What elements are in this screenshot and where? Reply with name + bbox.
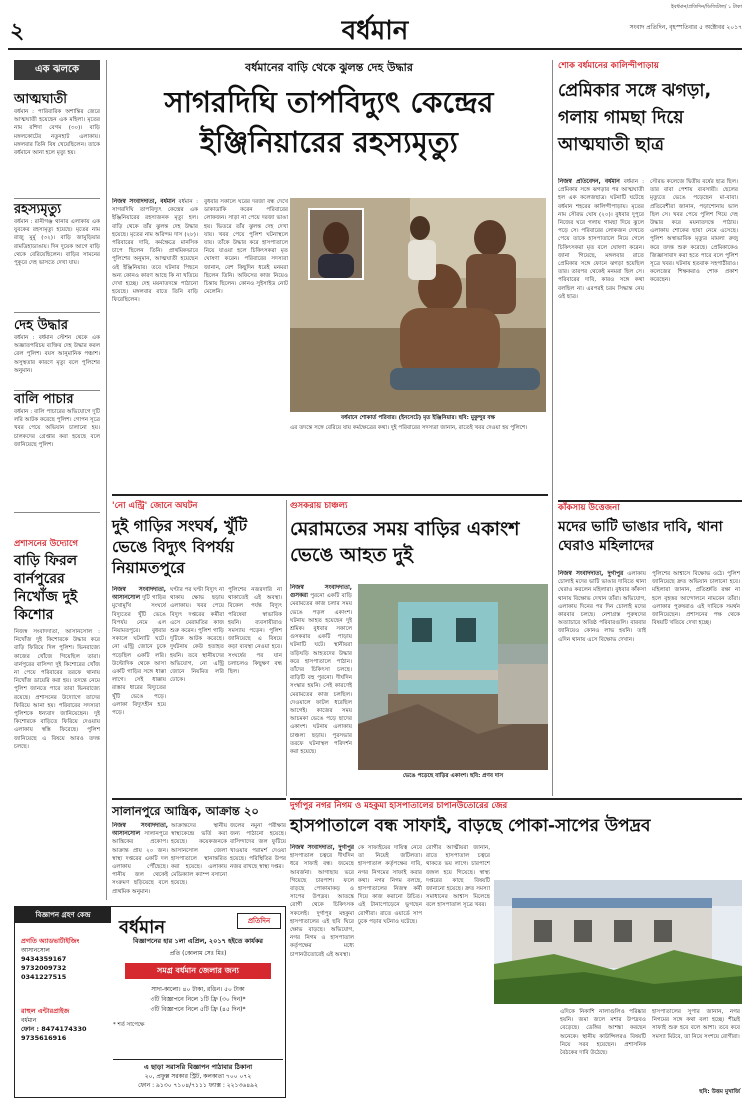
story-body: নিজস্ব সংবাদদাতা, আসানসোল দুটি গাড়ির মুখোমুখি সংঘর্ষে বিদ্যুতের খুঁটি ভেঙে বিপর্যয় নেমে এল নিয়ামতপুরে। বুধবার সকালে ঘটনাটি ঘটে। নো এন্ট্রি জোনে ঢুকে পড়েছিল একটি লরি। উল্টোদিক থেকে আসা একটি গাড়ির সঙ্গে ধাক্কা লাগে। সেই ধাক্কায় রাস্তার ধারের বিদ্যুতের খুঁটি ভেঙে পড়ে। এলাকা বিদ্যুৎহীন হয়ে পড়ে। xyxy=(112,587,166,717)
lead-photo xyxy=(290,198,546,412)
brief-body: বর্ধমান : বালি পাচারের অভিযোগে দুটি লরি আটক করেছে পুলিশ। গোপন সূত্রে খবর পেয়ে অভিযান চালানো হয়। চালকদের গ্রেপ্তার করা হয়েছে বলে জানিয়েছে পুলিশ। xyxy=(14,409,100,448)
story-headline: হাসপাতালে বন্ধ সাফাই, বাড়ছে পোকা-সাপের উপদ্রব xyxy=(290,816,651,836)
dateline-top: ইবর্ধমান/প্রতিদিন/ডিজিটাল/ ১ টাকা xyxy=(671,4,742,10)
story-kicker: শোক বর্ধমানের কালিন্দীপাড়ায় xyxy=(558,61,659,71)
story-body: এর তদন্তে সঙ্গে বেরিয়ে যায় কর্মক্ষেত্রের কথা। দুই পরিবারের সদস্যরা জানান, রাতেই খবর দেওয়া হয় পুলিশে। xyxy=(290,425,528,431)
brief-item xyxy=(14,392,100,502)
advert-brand: প্রতিদিন xyxy=(237,913,281,929)
right-top-story xyxy=(558,60,738,500)
story-body: নিজস্ব প্রতিবেদন, বর্ধমান বর্ধমান : প্রেমিকার সঙ্গে ঝগড়ার পর আত্মঘাতী হল এক কলেজছাত্র। ঘটনাটি ঘটেছে বর্ধমান শহরের কালিন্দীপাড়ায়। মৃতের নাম সৌরভ ঘোষ (২০)। বুধবার দুপুরে নিজের ঘরে গলায় গামছা দিয়ে ঝুলে পড়ে সে। পরিবারের লোকজন দেখতে পেয়ে তাকে হাসপাতালে নিয়ে গেলে চিকিৎসকরা মৃত বলে ঘোষণা করেন। জানা গিয়েছে, মঙ্গলবার রাতে প্রেমিকার সঙ্গে ফোনে ঝগড়া হয়েছিল তার। তারপর থেকেই মনমরা ছিল সে। পরিবারের দাবি, কারও সঙ্গে কথা বলছিল না। এরপরই চরম সিদ্ধান্ত নেয় ওই ছাত্র। xyxy=(558,179,644,300)
brief-title: দেহ উদ্ধার xyxy=(14,318,69,333)
story-kicker: 'নো এন্ট্রি' জোনে অঘটন xyxy=(112,501,198,511)
dateline-bottom: সংবাদ প্রতিদিন, বৃহস্পতিবার ৫ অক্টোবর ২০১৭ xyxy=(629,24,742,31)
advert-box xyxy=(14,906,286,1098)
left-column xyxy=(14,60,100,620)
house-photo-art xyxy=(358,584,548,770)
story-kicker: গুসকরায় চাঞ্চল্য xyxy=(290,501,348,511)
story-body: নিজস্ব সংবাদদাতা, গুসকরা পুরনো একটি বাড়ি মেরামতের কাজ চলার সময় ভেঙে পড়ল একাংশ। ঘটনায় আহত হয়েছেন দুই শ্রমিক। বুধবার সকালে গুসকরার একটি পাড়ায় ঘটনাটি ঘটে। স্থানীয়রা তড়িঘড়ি আহতদের উদ্ধার করে হাসপাতালে পাঠান। তাঁদের চিকিৎসা চলছে। বাড়িটি বহু পুরনো। দীর্ঘদিন সংস্কার হয়নি। সেই কারণেই মেরামতের কাজ চলছিল। দেওয়ালে ফাটল ধরেছিল আগেই। কাজের সময় আচমকা ভেঙে পড়ে ছাদের একাংশ। ঘটনায় এলাকায় চাঞ্চল্য ছড়ায়। পুরসভার তরফে ঘটনাস্থল পরিদর্শন করা হয়েছে। xyxy=(290,585,352,756)
story-body: সৌরভ কলেজে দ্বিতীয় বর্ষের ছাত্র ছিল। তার বাবা পেশায় ব্যবসায়ী। ছেলের মৃত্যুতে ভেঙে পড়েছেন মা-বাবা। প্রতিবেশীরা জানান, পড়াশোনায় ভাল ছিল সে। খবর পেয়ে পুলিশ গিয়ে দেহ উদ্ধার করে ময়নাতদন্তে পাঠায়। এলাকায় শোকের ছায়া নেমে এসেছে। পুলিশ অস্বাভাবিক মৃত্যুর মামলা রুজু করে তদন্ত শুরু করেছে। প্রেমিকাকেও জিজ্ঞাসাবাদ করা হতে পারে বলে পুলিশ সূত্রে খবর। ঘটনায় হতবাক সহপাঠীরাও। কলেজের শিক্ষকরাও শোক প্রকাশ করেছেন। xyxy=(650,179,738,284)
lead-headline: সাগরদিঘি তাপবিদ্যুৎ কেন্দ্রের ইঞ্জিনিয়ারের রহস্যমৃত্যু xyxy=(164,85,494,159)
section-header: এক ঝলকে xyxy=(14,60,100,80)
advert-footnote: * শর্ত সাপেক্ষে xyxy=(113,1022,145,1028)
story-headline: প্রেমিকার সঙ্গে ঝগড়া, গলায় গামছা দিয়ে আত্মঘাতী ছাত্র xyxy=(558,81,712,155)
advert-announcement: বিজ্ঞাপনের হার ১লা এপ্রিল, ২০১৭ হইতে কার্যকর xyxy=(133,937,263,945)
page-title: বর্ধমান xyxy=(341,16,409,46)
story-body: রোগীর আত্মীয়রা জানান, রাতে হাসপাতাল চত্বরে থাকতে ভয় লাগে। চারপাশে জঙ্গল হয়ে গিয়েছে। স্বাস্থ্য দপ্তরের কাছে বিষয়টি জানানো হয়েছে। দ্রুত সমস্যা সমাধানের আশ্বাস মিলেছে বলে হাসপাতাল সূত্রে খবর। xyxy=(426,845,490,909)
bottom-story xyxy=(290,800,742,1100)
hospital-photo xyxy=(494,880,742,1004)
middle-center-story xyxy=(290,500,548,796)
story-body: নিজস্ব সংবাদদাতা, বর্ধমান বর্ধমান : সাগরদিঘি তাপবিদ্যুৎ কেন্দ্রের এক ইঞ্জিনিয়ারের রহস্যজনক মৃত্যু হল। বাড়ি থেকে তাঁর ঝুলন্ত দেহ উদ্ধার হয়েছে। মৃতের নাম অরিন্দম দাস (২৮)। পরিবারের দাবি, কর্মক্ষেত্রে মানসিক চাপে ছিলেন তিনি। প্রাথমিকভাবে পুলিশের অনুমান, আত্মঘাতী হয়েছেন ওই ইঞ্জিনিয়ার। তবে ঘটনার পিছনে অন্য কোনও কারণ আছে কি না খতিয়ে দেখা হচ্ছে। দেহ ময়নাতদন্তে পাঠানো হয়েছে। মঙ্গলবার রাতে তিনি বাড়ি ফিরেছিলেন। xyxy=(112,199,198,304)
advert-rate-label: প্রতি (কোলাম সেঃ মিঃ) xyxy=(169,950,227,957)
story-kicker: কাঁকসায় উত্তেজনা xyxy=(558,503,620,513)
brief-title: বালি পাচার xyxy=(14,392,74,407)
story-body: নিজস্ব সংবাদদাতা, দুর্গাপুর হাসপাতাল চত্বরে দীর্ঘদিন ধরে সাফাই বন্ধ। জমেছে আবর্জনা। আগাছায় ভরে গিয়েছে চারপাশ। ফলে বাড়ছে পোকামাকড় ও সাপের উপদ্রব। আতঙ্কে রোগী থেকে চিকিৎসক সকলেই। দুর্গাপুর মহকুমা হাসপাতালের এই ছবি ঘিরে ক্ষোভ বাড়ছে। অভিযোগ, নগর নিগম ও হাসপাতাল কর্তৃপক্ষের মধ্যে চাপানউতোরেই এই অবস্থা। xyxy=(290,845,354,958)
brief-body: বর্ধমান : পারিবারিক অশান্তির জেরে আত্মঘাতী হয়েছেন এক মহিলা। মৃতের নাম রশিদা বেগম (৩০)। বাড়ি মঙ্গলকোটের নতুনহাট এলাকায়। মঙ্গলবার তিনি বিষ খেয়েছিলেন। তাকে বর্ধমানে আনা হলে মৃত্যু হয়। xyxy=(14,109,100,157)
brief-item xyxy=(14,318,100,396)
story-body: এদিকে নিকাশি নালাগুলিও পরিষ্কার হয়নি। জমা জলে মশার উপদ্রবও বেড়েছে। ডেঙ্গির আশঙ্কা করছেন অনেকে। স্থানীয় কাউন্সিলরও বিষয়টি নিয়ে সরব হয়েছেন। প্রশাসনিক বৈঠকের দাবি উঠেছে। xyxy=(560,1009,646,1057)
story-headline: সালানপুরে আন্ত্রিক, আক্রান্ত ২০ xyxy=(112,804,259,818)
story-body: ঘণ্টার পর ঘণ্টা বিদ্যুৎ না থাকায় ক্ষোভ ছড়ায় এলাকায়। খবর পেয়ে বিদ্যুৎ দপ্তরের কর্মীরা এসে মেরামতির কাজ শুরু করেন। পুলিশ গাড়ি দুটিকে আটক করেছে। দুর্ঘটনায় কেউ হতাহত হয়নি। তবে স্থানীয়দের অভিযোগ, নো এন্ট্রি জোনে নিয়মিত লরি ঢোকে। xyxy=(170,587,224,684)
story-body: পুলিশের নজরদারি না থাকাতেই এই অবস্থা। বিকেল পর্যন্ত বিদ্যুৎ পরিষেবা স্বাভাবিক হয়নি। ব্যবসায়ীরাও সমস্যায় পড়েন। পুলিশ জানিয়েছে এ বিষয়ে কড়া ব্যবস্থা নেওয়া হবে। সংঘর্ষের পর যান চলাচলও কিছুক্ষণ বন্ধ ছিল। xyxy=(228,587,282,676)
brief-title: আত্মঘাতী xyxy=(14,92,67,107)
brief-body: বর্ধমান : রানীগঞ্জ থানার এলাকায় এক যুবকের রহস্যমৃত্যু হয়েছে। মৃতের নাম রাজু মুর্মু (৩২)। বাড়ি জামুড়িয়ার রামডিহাডাঙায়। দিন দুয়েক আগে বাড়ি থেকে বেরিয়েছিলেন। বাড়ির সামনের পুকুরে দেহ ভাসতে দেখা যায়। xyxy=(14,219,100,267)
left-second-story xyxy=(14,538,100,892)
advert-logo: বর্ধমান xyxy=(119,917,166,938)
brief-title: রহস্যমৃত্যু xyxy=(14,202,62,217)
story-body: কে সাফাইয়ের দায়িত্ব নেবে তা নিয়েই জটিলতা। হাসপাতাল কর্তৃপক্ষের দাবি, নগর নিগমের সাফাই করার কথা। নগর নিগম বলছে, হাসপাতালের নিজস্ব কর্মী দিয়ে কাজ করানো উচিত। এই টানাপোড়েনে ভুগছেন রোগীরা। রাতে ওয়ার্ডে সাপ ঢুকে পড়ার ঘটনাও ঘটেছে। xyxy=(358,845,422,925)
photo-credit: ছবি: উত্তম মুখার্জি xyxy=(699,1089,740,1095)
story-body: হাসপাতালের সুপার জানান, নগর নিগমের সঙ্গে কথা বলা হচ্ছে। শীঘ্রই সাফাই শুরু হবে বলে আশা। তবে কবে সমস্যা মিটবে, তা নিয়ে সংশয়ে রোগীরা। xyxy=(652,1009,740,1040)
story-headline: মদের ভাটি ভাঙার দাবি, থানা ঘেরাও মহিলাদের xyxy=(558,519,723,554)
story-kicker: দুর্গাপুর নগর নিগম ও মহকুমা হাসপাতালের চাপানউতোরের জের xyxy=(290,801,508,811)
middle-left-story xyxy=(112,500,282,800)
inset-portrait xyxy=(308,208,364,280)
portrait-art xyxy=(310,210,362,278)
advert-rate-line: ৩টি বিজ্ঞাপনে নিলে ১টি ফ্রি (৩০ দিন)* xyxy=(150,996,246,1003)
story-headline: মেরামতের সময় বাড়ির একাংশ ভেঙে আহত দুই xyxy=(290,518,520,566)
story-body: নিজস্ব সংবাদদাতা, আসানসোল সালানপুরে আন্ত্রিকের প্রকোপ। আক্রান্ত প্রায় ২০ জন। স্বাস্থ্য দপ্তরের একটি দল এলাকায় পৌঁছেছে। পানীয় জল থেকেই সংক্রমণ ছড়িয়েছে বলে প্রাথমিক অনুমান। xyxy=(112,823,168,895)
photo-caption: ভেঙে পড়েছে বাড়ির একাংশ। ছবি: প্রণব দাস xyxy=(402,773,504,779)
brief-item xyxy=(14,202,100,306)
story-body: আক্রান্তদের স্থানীয় স্বাস্থ্যকেন্দ্রে ভর্তি করা হয়েছে। কয়েকজনকে আসানসোল জেলা হাসপাতালে স্থানান্তরিত করা হয়েছে। এলাকায় মেডিক্যাল ক্যাম্প বসানো হয়েছে। xyxy=(171,823,227,887)
story-kicker: বর্ধমানের বাড়ি থেকে ঝুলন্ত দেহ উদ্ধার xyxy=(245,61,413,74)
story-headline: বাড়ি ফিরল বার্নপুরের নিখোঁজ দুই কিশোর xyxy=(14,553,78,623)
story-headline: দুই গাড়ির সংঘর্ষ, খুঁটি ভেঙে বিদ্যুৎ বিপর্যয় নিয়ামতপুরে xyxy=(112,517,248,577)
story-body: পুলিশের আশ্বাসে বিক্ষোভ ওঠে। পুলিশ জানিয়েছে দ্রুত অভিযান চালানো হবে। মহিলারা জানান, প্রতিশ্রুতি রক্ষা না হলে বৃহত্তর আন্দোলনে নামবেন তাঁরা। এলাকার পুরুষরাও এই দাবিকে সমর্থন জানিয়েছেন। প্রশাসনের পক্ষ থেকে বিষয়টি খতিয়ে দেখা হচ্ছে। xyxy=(652,571,740,627)
agent-item: প্রগতি অ্যাডভার্টাইজিং আসানসোল 9434359167 9732009732 0341227515 xyxy=(21,937,80,981)
story-body: জলের নমুনা পরীক্ষার জন্য পাঠানো হয়েছে। বাসিন্দাদের জল ফুটিয়ে খাওয়ার পরামর্শ দেওয়া হয়েছে। পরিস্থিতির উপর নজর রাখছে স্বাস্থ্য দপ্তর। xyxy=(230,823,286,871)
hospital-photo-art xyxy=(494,880,742,1004)
story-body: বুধবার সকালে ঘরের দরজা বন্ধ দেখে ডাকাডাকি করেন পরিবারের লোকজন। সাড়া না পেয়ে দরজা ভাঙা হয়। ভিতরে তাঁর ঝুলন্ত দেহ দেখা যায়। খবর পেয়ে পুলিশ ঘটনাস্থলে যায়। তাঁকে উদ্ধার করে হাসপাতালে নিয়ে যাওয়া হলে চিকিৎসকরা মৃত ঘোষণা করেন। পরিবারের সদস্যরা জানান, বেশ কিছুদিন ধরেই মনমরা ছিলেন তিনি। অফিসের কাজ নিয়েও চিন্তায় ছিলেন। কোনও সুইসাইড নোট মেলেনি। xyxy=(204,199,288,296)
advert-highlight: সমগ্র বর্ধমান জেলার জন্য xyxy=(125,963,271,979)
brief-item xyxy=(14,92,100,196)
advert-rate-line: ৩টি বিজ্ঞাপনে নিলে ৫টি ফ্রি (৪৫ দিন)* xyxy=(150,1006,246,1013)
middle-right-story xyxy=(558,502,742,796)
advert-rate-line: সাদা-কালো। ৪০ টাকা, রঙিন। ৫০ টাকা xyxy=(151,986,245,993)
brief-body: বর্ধমান : বর্ধমান স্টেশন থেকে এক অজ্ঞাতপরিচয় ব্যক্তির দেহ উদ্ধার করল রেল পুলিশ। বয়স আনুমানিক পঞ্চাশ। অসুস্থতার কারণে মৃত্যু বলে পুলিশের অনুমান। xyxy=(14,335,100,374)
photo-caption: বর্ধমানে শোকার্ত পরিবার। (ইনসেটে) মৃত ইঞ্জিনিয়ার। ছবি: মুকুন্দুর বক্ষ xyxy=(340,415,496,421)
house-photo xyxy=(358,584,548,770)
agent-item: রাহুল এন্টারপ্রাইজ বর্ধমান ফোন : 8474174330 9735616916 xyxy=(21,1007,87,1042)
story-body: নিজস্ব সংবাদদাতা, দুর্গাপুর এলাকায় চোলাই মদের ভাটি ভাঙার দাবিতে থানা ঘেরাও করলেন মহিলারা। বুধবার কাঁকসা থানায় বিক্ষোভ দেখান তাঁরা। অভিযোগ, এলাকায় দিনের পর দিন চোলাই মদের কারবার চলছে। নেশাগ্রস্ত পুরুষদের অত্যাচারে অতিষ্ঠ পরিবারগুলি। বারবার জানিয়েও কোনও লাভ হয়নি। তাই এদিন থানায় এসে বিক্ষোভ দেখান। xyxy=(558,571,646,643)
salanpur-story xyxy=(112,800,286,900)
story-kicker: প্রশাসনের উদ্যোগে xyxy=(14,539,78,549)
story-body: নিজস্ব সংবাদদাতা, আসানসোল : নিখোঁজ দুই কিশোরকে উদ্ধার করে বাড়ি ফিরিয়ে দিল পুলিশ। ভিনরাজ্যে কাজের খোঁজে গিয়েছিল তারা। বার্নপুরের বাসিন্দা দুই কিশোরের খোঁজ না পেয়ে পরিবারের তরফে থানায় নিখোঁজ ডায়েরি করা হয়। তদন্তে নেমে পুলিশ জানতে পারে তারা ভিনরাজ্যে রয়েছে। প্রশাসনের উদ্যোগে তাদের ফিরিয়ে আনা হয়। পরিবারের সদস্যরা পুলিশকে ধন্যবাদ জানিয়েছেন। দুই কিশোরকে বাড়িতে ফিরিয়ে দেওয়ায় এলাকায় স্বস্তি ফিরেছে। পুলিশ জানিয়েছে এ বিষয়ে আরও তদন্ত চলছে। xyxy=(14,629,100,750)
masthead xyxy=(0,0,750,52)
advert-box-title: বিজ্ঞাপন গ্রহণ কেন্দ্র xyxy=(15,907,111,923)
page-number: ২ xyxy=(10,19,25,44)
advert-address-block: এ ছাড়া সরাসরি বিজ্ঞাপন পাঠাবার ঠিকানা ২০, প্রফুল্ল সরকার স্ট্রিট, কলকাতা ৭০০ ০৭২ ফোন : ৯১৩০ ৭১০৪/৭১১১ ফ্যাক্স : ২২১৩৬৪৯২ xyxy=(113,1059,283,1095)
